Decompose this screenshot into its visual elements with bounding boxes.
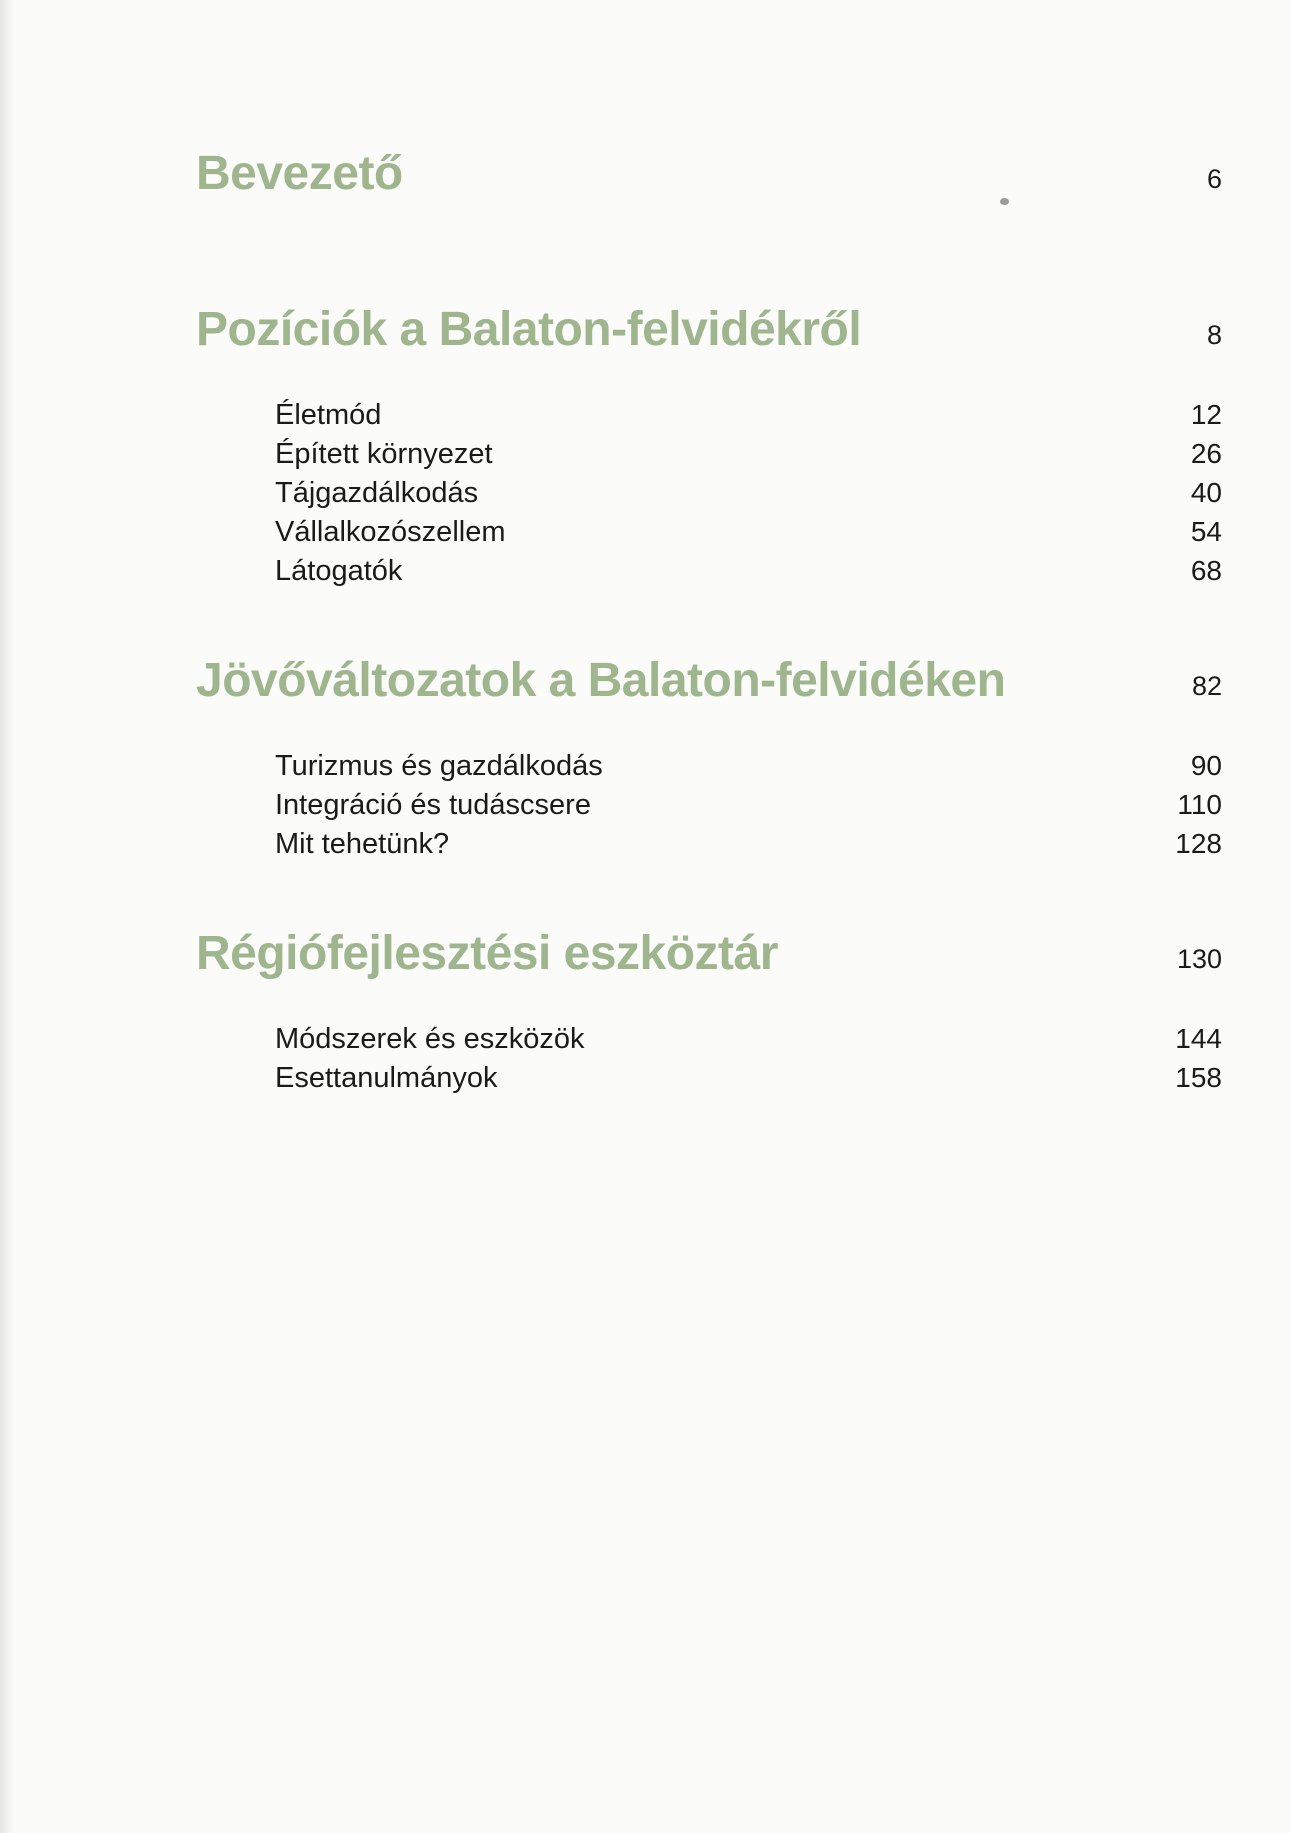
toc-item[interactable] [275, 1023, 1222, 1061]
item-page-number: 110 [1177, 789, 1222, 820]
toc-item[interactable] [275, 750, 1222, 788]
section-title: Régiófejlesztési eszköztár [196, 927, 778, 980]
toc-item[interactable] [275, 1062, 1222, 1100]
toc-item[interactable] [275, 789, 1222, 827]
item-title: Turizmus és gazdálkodás [275, 750, 603, 782]
section-page-number: 6 [1206, 164, 1222, 194]
section-page-number: 82 [1191, 671, 1222, 701]
item-page-number: 26 [1190, 438, 1222, 469]
item-page-number: 40 [1190, 477, 1222, 508]
toc-item[interactable] [275, 516, 1222, 554]
toc-section-jovovaltozatok[interactable] [196, 653, 1222, 723]
section-title: Bevezető [196, 147, 403, 200]
item-title: Vállalkozószellem [275, 516, 506, 548]
toc-item[interactable] [275, 399, 1222, 437]
item-title: Életmód [275, 399, 382, 431]
item-page-number: 158 [1175, 1062, 1222, 1093]
item-title: Esettanulmányok [275, 1062, 498, 1094]
section-title: Pozíciók a Balaton-felvidékről [196, 303, 862, 356]
item-title: Látogatók [275, 555, 403, 587]
item-page-number: 144 [1175, 1023, 1222, 1054]
item-page-number: 12 [1190, 399, 1222, 430]
item-page-number: 54 [1190, 516, 1222, 547]
item-title: Módszerek és eszközök [275, 1023, 585, 1055]
toc-section-poziciok[interactable] [196, 302, 1222, 372]
item-page-number: 128 [1175, 828, 1222, 859]
item-page-number: 68 [1190, 555, 1222, 586]
item-page-number: 90 [1190, 750, 1222, 781]
toc-item[interactable] [275, 477, 1222, 515]
section-title: Jövőváltozatok a Balaton-felvidéken [196, 654, 1006, 707]
item-title: Mit tehetünk? [275, 828, 450, 860]
section-page-number: 8 [1206, 320, 1222, 350]
toc-item[interactable] [275, 555, 1222, 593]
toc-section-regiofejlesztesi[interactable] [196, 926, 1222, 996]
section-page-number: 130 [1176, 944, 1222, 974]
item-title: Épített környezet [275, 438, 493, 470]
toc-item[interactable] [275, 438, 1222, 476]
toc-item[interactable] [275, 828, 1222, 866]
toc-section-bevezeto[interactable] [196, 146, 1222, 216]
item-title: Tájgazdálkodás [275, 477, 479, 509]
item-title: Integráció és tudáscsere [275, 789, 591, 821]
